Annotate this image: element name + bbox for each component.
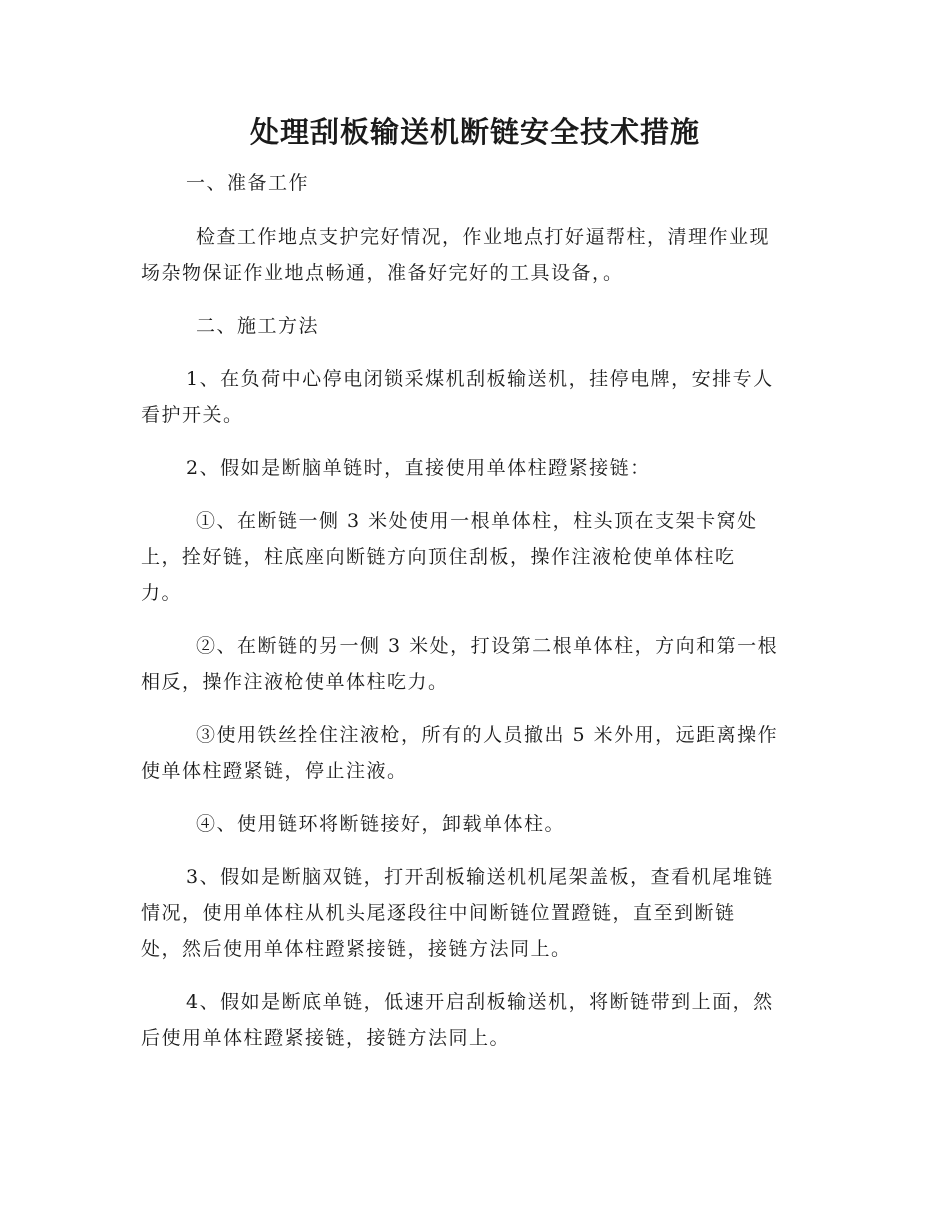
list-item-2: 2、假如是断脑单链时，直接使用单体柱蹬紧接链： (186, 457, 651, 479)
list-item-3: 3、假如是断脑双链，打开刮板输送机机尾架盖板，查看机尾堆链 (186, 866, 774, 888)
sub-item-1: ①、在断链一侧 3 米处使用一根单体柱，柱头顶在支架卡窝处 (196, 510, 758, 532)
sub-item-1-cont: 上，拴好链，柱底座向断链方向顶住刮板，操作注液枪使单体柱吃 (141, 546, 736, 568)
list-item-3-cont: 处，然后使用单体柱蹬紧接链，接链方法同上。 (141, 938, 572, 960)
list-item-4-cont: 后使用单体柱蹬紧接链，接链方法同上。 (141, 1027, 511, 1049)
list-item-1: 1、在负荷中心停电闭锁采煤机刮板输送机，挂停电牌，安排专人 (186, 368, 774, 390)
paragraph-line: 场杂物保证作业地点畅通，准备好完好的工具设备，。 (141, 262, 624, 284)
sub-item-2: ②、在断链的另一侧 3 米处，打设第二根单体柱，方向和第一根 (196, 635, 779, 657)
paragraph-line: 检查工作地点支护完好情况，作业地点打好逼帮柱，清理作业现 (196, 226, 771, 248)
list-item-3-cont: 情况，使用单体柱从机头尾逐段往中间断链位置蹬链，直至到断链 (141, 902, 736, 924)
sub-item-1-cont: 力。 (141, 582, 183, 604)
list-item-4: 4、假如是断底单链，低速开启刮板输送机，将断链带到上面，然 (186, 991, 774, 1013)
sub-item-3: ③使用铁丝拴住注液枪，所有的人员撤出 5 米外用，远距离操作 (196, 724, 779, 746)
document-title: 处理刮板输送机断链安全技术措施 (249, 115, 700, 149)
list-item-1-cont: 看护开关。 (141, 404, 244, 426)
sub-item-4: ④、使用链环将断链接好，卸载单体柱。 (196, 813, 566, 835)
sub-item-3-cont: 使单体柱蹬紧链，停止注液。 (141, 760, 408, 782)
section-heading-preparation: 一、准备工作 (186, 172, 310, 194)
sub-item-2-cont: 相反，操作注液枪使单体柱吃力。 (141, 671, 449, 693)
section-heading-method: 二、施工方法 (196, 315, 320, 337)
